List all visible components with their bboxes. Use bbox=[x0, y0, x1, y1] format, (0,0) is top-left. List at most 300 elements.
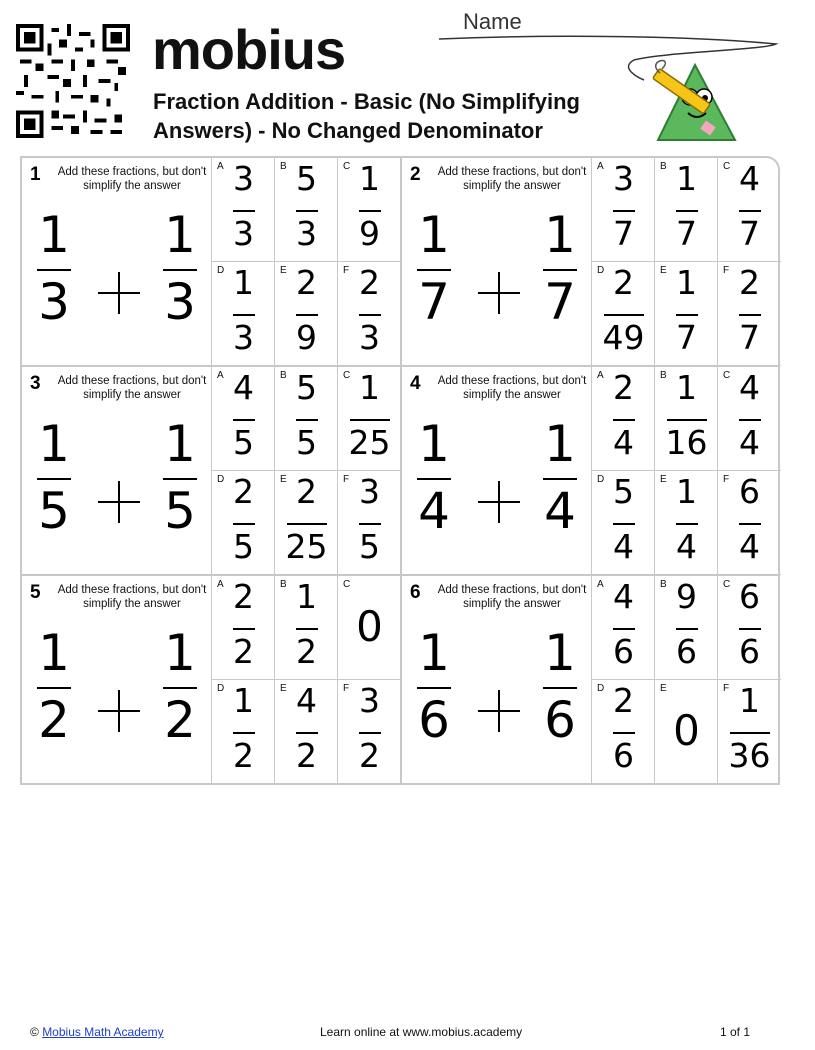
denominator: 4 bbox=[613, 423, 634, 462]
numerator: 2 bbox=[296, 263, 317, 302]
numerator: 1 bbox=[676, 159, 697, 198]
fraction-bar bbox=[667, 419, 707, 421]
qr-code bbox=[16, 24, 130, 138]
fraction-bar bbox=[676, 628, 698, 630]
worksheet-grid bbox=[20, 156, 780, 785]
fraction-bar bbox=[613, 210, 635, 212]
instruction-text: Add these fractions, but don't simplify the answer bbox=[437, 166, 587, 192]
numerator: 2 bbox=[359, 263, 380, 302]
denominator: 5 bbox=[233, 423, 254, 462]
denominator: 7 bbox=[739, 214, 760, 253]
fraction-bar bbox=[163, 687, 197, 689]
answer-option-f[interactable] bbox=[338, 262, 401, 366]
numerator: 6 bbox=[739, 472, 760, 511]
answer-option-e[interactable] bbox=[655, 471, 718, 575]
fraction-bar bbox=[417, 478, 451, 480]
answer-option-c[interactable] bbox=[718, 158, 781, 262]
numerator: 5 bbox=[296, 368, 317, 407]
fraction-bar bbox=[739, 523, 761, 525]
option-letter: B bbox=[280, 579, 287, 590]
option-fraction bbox=[718, 577, 781, 675]
numerator: 1 bbox=[164, 415, 196, 473]
option-letter: A bbox=[217, 161, 224, 172]
numerator: 2 bbox=[739, 263, 760, 302]
option-fraction bbox=[275, 681, 338, 779]
denominator: 4 bbox=[613, 527, 634, 566]
answer-option-f[interactable] bbox=[718, 471, 781, 575]
option-letter: F bbox=[343, 265, 350, 276]
denominator: 2 bbox=[38, 691, 70, 749]
numerator: 1 bbox=[544, 624, 576, 682]
denominator: 7 bbox=[544, 273, 576, 331]
option-letter: A bbox=[217, 370, 224, 381]
denominator: 9 bbox=[359, 214, 380, 253]
addend-fraction bbox=[535, 624, 585, 751]
numerator: 4 bbox=[613, 577, 634, 616]
plus-icon bbox=[478, 690, 520, 732]
option-fraction bbox=[655, 368, 718, 466]
answer-option-d[interactable] bbox=[592, 471, 655, 575]
worksheet-title: Fraction Addition - Basic (No Simplifying Answers) - No Changed Denominator bbox=[153, 89, 580, 143]
denominator: 7 bbox=[739, 318, 760, 357]
option-letter: A bbox=[597, 370, 604, 381]
fraction-bar bbox=[676, 523, 698, 525]
denominator: 6 bbox=[613, 736, 634, 775]
denominator: 2 bbox=[233, 736, 254, 775]
numerator: 1 bbox=[164, 206, 196, 264]
denominator: 49 bbox=[602, 318, 645, 357]
option-fraction bbox=[275, 263, 338, 361]
option-whole-number: 0 bbox=[356, 602, 383, 651]
mascot-pencil-icon bbox=[640, 55, 740, 155]
option-letter: B bbox=[280, 370, 287, 381]
fraction-bar bbox=[604, 314, 644, 316]
problem-6 bbox=[402, 576, 782, 785]
fraction-bar bbox=[613, 628, 635, 630]
problem-5 bbox=[22, 576, 402, 785]
answer-option-e[interactable] bbox=[275, 262, 338, 366]
fraction-bar bbox=[233, 523, 255, 525]
denominator: 5 bbox=[296, 423, 317, 462]
question-cell bbox=[22, 367, 212, 576]
numerator: 2 bbox=[613, 368, 634, 407]
denominator: 4 bbox=[544, 482, 576, 540]
option-fraction bbox=[338, 681, 401, 779]
option-letter: C bbox=[343, 370, 351, 381]
option-letter: E bbox=[660, 683, 667, 694]
footer-learn-online: Learn online at www.mobius.academy bbox=[320, 1025, 523, 1039]
option-fraction bbox=[718, 263, 781, 361]
option-letter: E bbox=[280, 265, 287, 276]
answer-option-e[interactable] bbox=[275, 680, 338, 784]
question-number: 6 bbox=[410, 582, 421, 603]
logo-text: mobius bbox=[152, 18, 346, 81]
problem-3 bbox=[22, 367, 402, 576]
option-fraction bbox=[592, 577, 655, 675]
denominator: 5 bbox=[359, 527, 380, 566]
answer-option-b[interactable] bbox=[655, 158, 718, 262]
numerator: 1 bbox=[233, 263, 254, 302]
numerator: 1 bbox=[38, 415, 70, 473]
fraction-bar bbox=[676, 314, 698, 316]
answer-option-c[interactable] bbox=[338, 576, 401, 680]
denominator: 4 bbox=[676, 527, 697, 566]
numerator: 4 bbox=[233, 368, 254, 407]
numerator: 1 bbox=[38, 206, 70, 264]
fraction-bar bbox=[163, 269, 197, 271]
problem-4 bbox=[402, 367, 782, 576]
denominator: 2 bbox=[164, 691, 196, 749]
denominator: 5 bbox=[38, 482, 70, 540]
fraction-bar bbox=[417, 687, 451, 689]
option-fraction bbox=[275, 159, 338, 257]
denominator: 4 bbox=[418, 482, 450, 540]
numerator: 4 bbox=[739, 368, 760, 407]
numerator: 1 bbox=[418, 206, 450, 264]
option-letter: D bbox=[597, 265, 605, 276]
question-number: 4 bbox=[410, 373, 421, 394]
fraction-bar bbox=[296, 314, 318, 316]
fraction-bar bbox=[359, 732, 381, 734]
answer-option-c[interactable] bbox=[718, 367, 781, 471]
question-number: 1 bbox=[30, 164, 41, 185]
instruction-text: Add these fractions, but don't simplify the answer bbox=[57, 584, 207, 610]
fraction-bar bbox=[613, 523, 635, 525]
option-letter: E bbox=[280, 474, 287, 485]
fraction-bar bbox=[359, 210, 381, 212]
option-fraction bbox=[655, 577, 718, 675]
option-fraction bbox=[592, 681, 655, 779]
option-fraction bbox=[718, 472, 781, 570]
denominator: 6 bbox=[544, 691, 576, 749]
option-letter: E bbox=[660, 474, 667, 485]
denominator: 7 bbox=[418, 273, 450, 331]
option-fraction bbox=[338, 368, 401, 466]
option-letter: C bbox=[723, 579, 731, 590]
option-letter: C bbox=[723, 370, 731, 381]
denominator: 5 bbox=[164, 482, 196, 540]
fraction-bar bbox=[163, 478, 197, 480]
answer-option-a[interactable] bbox=[212, 367, 275, 471]
numerator: 3 bbox=[359, 472, 380, 511]
fraction-bar bbox=[37, 269, 71, 271]
addend-fraction bbox=[29, 206, 79, 333]
option-fraction bbox=[275, 368, 338, 466]
option-letter: F bbox=[343, 683, 350, 694]
answer-option-f[interactable] bbox=[718, 680, 781, 784]
fraction-bar bbox=[37, 687, 71, 689]
numerator: 4 bbox=[739, 159, 760, 198]
fraction-bar bbox=[233, 732, 255, 734]
mobius-academy-link[interactable]: Mobius Math Academy bbox=[42, 1025, 164, 1039]
question-number: 2 bbox=[410, 164, 421, 185]
denominator: 2 bbox=[233, 632, 254, 671]
fraction-bar bbox=[739, 419, 761, 421]
denominator: 25 bbox=[348, 423, 391, 462]
option-fraction bbox=[718, 681, 781, 779]
fraction-bar bbox=[613, 732, 635, 734]
denominator: 7 bbox=[676, 318, 697, 357]
answer-option-e[interactable] bbox=[655, 262, 718, 366]
option-letter: A bbox=[217, 579, 224, 590]
fraction-bar bbox=[676, 210, 698, 212]
answer-option-b[interactable] bbox=[275, 158, 338, 262]
numerator: 2 bbox=[296, 472, 317, 511]
option-fraction bbox=[212, 159, 275, 257]
fraction-bar bbox=[739, 628, 761, 630]
answer-option-f[interactable] bbox=[718, 262, 781, 366]
question-number: 5 bbox=[30, 582, 41, 603]
option-fraction bbox=[212, 577, 275, 675]
addend-fraction bbox=[155, 624, 205, 751]
question-number: 3 bbox=[30, 373, 41, 394]
answer-option-a[interactable] bbox=[592, 367, 655, 471]
numerator: 3 bbox=[359, 681, 380, 720]
option-fraction bbox=[592, 472, 655, 570]
option-letter: D bbox=[597, 683, 605, 694]
denominator: 3 bbox=[296, 214, 317, 253]
option-letter: E bbox=[660, 265, 667, 276]
fraction-bar bbox=[350, 419, 390, 421]
fraction-bar bbox=[613, 419, 635, 421]
question-cell bbox=[402, 367, 592, 576]
plus-icon bbox=[98, 272, 140, 314]
fraction-bar bbox=[233, 210, 255, 212]
fraction-bar bbox=[739, 314, 761, 316]
numerator: 1 bbox=[233, 681, 254, 720]
numerator: 1 bbox=[676, 368, 697, 407]
numerator: 1 bbox=[418, 624, 450, 682]
numerator: 2 bbox=[613, 263, 634, 302]
numerator: 5 bbox=[613, 472, 634, 511]
answer-option-d[interactable] bbox=[592, 262, 655, 366]
denominator: 2 bbox=[359, 736, 380, 775]
numerator: 5 bbox=[296, 159, 317, 198]
answer-option-e[interactable] bbox=[655, 680, 718, 784]
footer-copyright bbox=[30, 1025, 164, 1039]
option-letter: B bbox=[660, 370, 667, 381]
denominator: 4 bbox=[739, 527, 760, 566]
option-fraction bbox=[718, 368, 781, 466]
option-fraction bbox=[718, 159, 781, 257]
fraction-bar bbox=[417, 269, 451, 271]
answer-option-c[interactable] bbox=[718, 576, 781, 680]
option-fraction bbox=[592, 263, 655, 361]
answer-option-d[interactable] bbox=[212, 471, 275, 575]
denominator: 36 bbox=[728, 736, 771, 775]
fraction-bar bbox=[730, 732, 770, 734]
option-letter: F bbox=[343, 474, 350, 485]
option-fraction bbox=[655, 159, 718, 257]
instruction-text: Add these fractions, but don't simplify the answer bbox=[437, 584, 587, 610]
problem-2 bbox=[402, 158, 782, 367]
numerator: 1 bbox=[418, 415, 450, 473]
numerator: 9 bbox=[676, 577, 697, 616]
numerator: 2 bbox=[613, 681, 634, 720]
denominator: 9 bbox=[296, 318, 317, 357]
fraction-bar bbox=[296, 732, 318, 734]
fraction-bar bbox=[296, 210, 318, 212]
numerator: 1 bbox=[296, 577, 317, 616]
answer-option-a[interactable] bbox=[212, 576, 275, 680]
copyright-symbol: © bbox=[30, 1025, 39, 1039]
option-fraction bbox=[592, 368, 655, 466]
numerator: 1 bbox=[739, 681, 760, 720]
numerator: 2 bbox=[233, 577, 254, 616]
answer-option-b[interactable] bbox=[655, 576, 718, 680]
fraction-bar bbox=[543, 687, 577, 689]
answer-option-d[interactable] bbox=[212, 262, 275, 366]
addend-fraction bbox=[29, 624, 79, 751]
option-fraction bbox=[338, 263, 401, 361]
option-letter: B bbox=[660, 579, 667, 590]
denominator: 3 bbox=[38, 273, 70, 331]
option-fraction bbox=[592, 159, 655, 257]
option-fraction bbox=[338, 159, 401, 257]
option-whole-number: 0 bbox=[673, 706, 700, 755]
fraction-bar bbox=[543, 478, 577, 480]
denominator: 3 bbox=[359, 318, 380, 357]
numerator: 1 bbox=[359, 159, 380, 198]
answer-option-b[interactable] bbox=[655, 367, 718, 471]
fraction-bar bbox=[233, 314, 255, 316]
answer-option-b[interactable] bbox=[275, 576, 338, 680]
question-cell bbox=[22, 158, 212, 367]
name-label: Name bbox=[463, 9, 522, 34]
instruction-text: Add these fractions, but don't simplify the answer bbox=[57, 166, 207, 192]
option-fraction bbox=[338, 472, 401, 570]
denominator: 6 bbox=[613, 632, 634, 671]
addend-fraction bbox=[409, 624, 459, 751]
addend-fraction bbox=[535, 206, 585, 333]
page-number: 1 of 1 bbox=[720, 1025, 751, 1039]
denominator: 3 bbox=[164, 273, 196, 331]
numerator: 3 bbox=[613, 159, 634, 198]
answer-option-f[interactable] bbox=[338, 680, 401, 784]
denominator: 16 bbox=[665, 423, 708, 462]
plus-icon bbox=[478, 481, 520, 523]
question-cell bbox=[22, 576, 212, 785]
instruction-text: Add these fractions, but don't simplify the answer bbox=[57, 375, 207, 401]
numerator: 1 bbox=[544, 415, 576, 473]
fraction-bar bbox=[287, 523, 327, 525]
denominator: 2 bbox=[296, 736, 317, 775]
option-letter: C bbox=[343, 579, 351, 590]
numerator: 2 bbox=[233, 472, 254, 511]
fraction-bar bbox=[296, 419, 318, 421]
option-fraction bbox=[275, 577, 338, 675]
option-fraction bbox=[212, 368, 275, 466]
numerator: 1 bbox=[164, 624, 196, 682]
option-fraction bbox=[275, 472, 338, 570]
numerator: 1 bbox=[359, 368, 380, 407]
answer-option-c[interactable] bbox=[338, 158, 401, 262]
numerator: 1 bbox=[38, 624, 70, 682]
option-letter: D bbox=[217, 265, 225, 276]
numerator: 1 bbox=[676, 472, 697, 511]
option-fraction bbox=[212, 263, 275, 361]
option-letter: C bbox=[723, 161, 731, 172]
denominator: 3 bbox=[233, 318, 254, 357]
fraction-bar bbox=[296, 628, 318, 630]
denominator: 6 bbox=[739, 632, 760, 671]
fraction-bar bbox=[37, 478, 71, 480]
addend-fraction bbox=[409, 206, 459, 333]
denominator: 5 bbox=[233, 527, 254, 566]
option-letter: E bbox=[280, 683, 287, 694]
numerator: 3 bbox=[233, 159, 254, 198]
fraction-bar bbox=[359, 314, 381, 316]
answer-option-a[interactable] bbox=[592, 576, 655, 680]
fraction-bar bbox=[233, 628, 255, 630]
addend-fraction bbox=[155, 415, 205, 542]
question-cell bbox=[402, 576, 592, 785]
mobius-logo bbox=[152, 18, 346, 81]
denominator: 4 bbox=[739, 423, 760, 462]
plus-icon bbox=[98, 690, 140, 732]
option-letter: F bbox=[723, 683, 730, 694]
denominator: 6 bbox=[418, 691, 450, 749]
instruction-text: Add these fractions, but don't simplify the answer bbox=[437, 375, 587, 401]
numerator: 1 bbox=[544, 206, 576, 264]
option-letter: B bbox=[280, 161, 287, 172]
plus-icon bbox=[98, 481, 140, 523]
fraction-bar bbox=[233, 419, 255, 421]
answer-option-d[interactable] bbox=[212, 680, 275, 784]
answer-option-d[interactable] bbox=[592, 680, 655, 784]
numerator: 6 bbox=[739, 577, 760, 616]
numerator: 4 bbox=[296, 681, 317, 720]
denominator: 6 bbox=[676, 632, 697, 671]
option-fraction bbox=[212, 472, 275, 570]
option-letter: A bbox=[597, 579, 604, 590]
option-fraction bbox=[655, 263, 718, 361]
plus-icon bbox=[478, 272, 520, 314]
fraction-bar bbox=[543, 269, 577, 271]
numerator: 1 bbox=[676, 263, 697, 302]
denominator: 25 bbox=[285, 527, 328, 566]
denominator: 2 bbox=[296, 632, 317, 671]
denominator: 3 bbox=[233, 214, 254, 253]
answer-option-e[interactable] bbox=[275, 471, 338, 575]
question-cell bbox=[402, 158, 592, 367]
option-letter: A bbox=[597, 161, 604, 172]
option-letter: F bbox=[723, 265, 730, 276]
answer-option-a[interactable] bbox=[212, 158, 275, 262]
option-letter: D bbox=[597, 474, 605, 485]
addend-fraction bbox=[29, 415, 79, 542]
option-letter: D bbox=[217, 474, 225, 485]
option-letter: D bbox=[217, 683, 225, 694]
answer-option-f[interactable] bbox=[338, 471, 401, 575]
answer-option-a[interactable] bbox=[592, 158, 655, 262]
denominator: 7 bbox=[613, 214, 634, 253]
addend-fraction bbox=[535, 415, 585, 542]
fraction-bar bbox=[359, 523, 381, 525]
option-fraction bbox=[212, 681, 275, 779]
denominator: 7 bbox=[676, 214, 697, 253]
answer-option-c[interactable] bbox=[338, 367, 401, 471]
addend-fraction bbox=[155, 206, 205, 333]
option-letter: B bbox=[660, 161, 667, 172]
option-fraction bbox=[655, 472, 718, 570]
option-letter: F bbox=[723, 474, 730, 485]
addend-fraction bbox=[409, 415, 459, 542]
fraction-bar bbox=[739, 210, 761, 212]
option-letter: C bbox=[343, 161, 351, 172]
answer-option-b[interactable] bbox=[275, 367, 338, 471]
problem-1 bbox=[22, 158, 402, 367]
